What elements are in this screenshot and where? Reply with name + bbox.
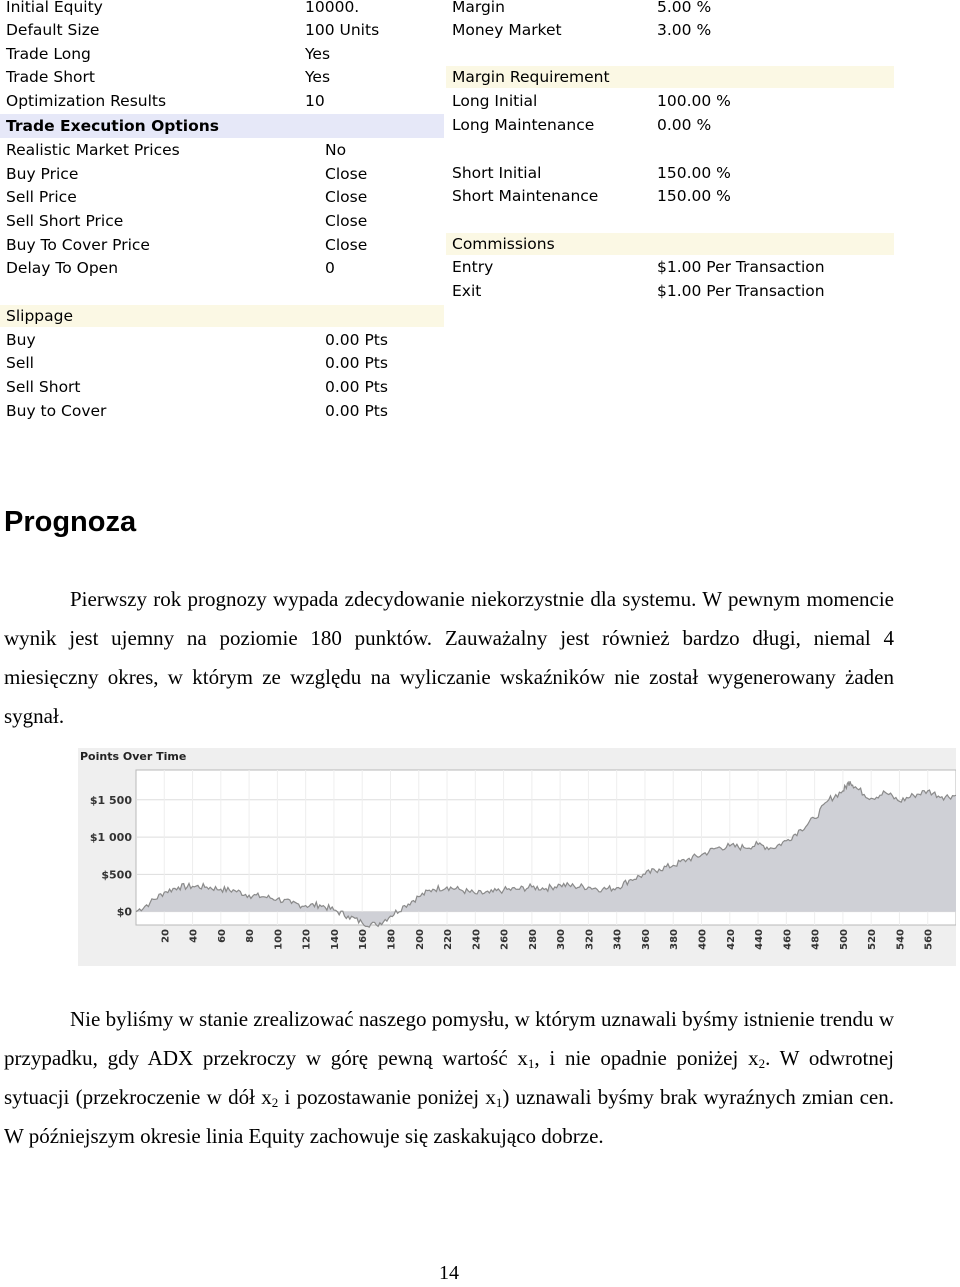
slippage-buy-to-cover-value: 0.00 Pts [325,402,388,420]
paragraph-forecast [4,580,894,736]
commission-exit-value: $1.00 Per Transaction [657,282,825,300]
buy-price-label: Buy Price [6,165,79,183]
commission-entry-value: $1.00 Per Transaction [657,258,825,276]
optimization-results-value: 10 [305,92,325,110]
x-tick-label: 160 [358,929,370,950]
para2-sub-2: 2 [758,1056,766,1071]
money-market-value: 3.00 % [657,21,712,39]
initial-equity-value: 10000. [305,0,360,16]
slippage-sell-value: 0.00 Pts [325,354,388,372]
x-tick-label: 480 [810,929,822,950]
x-tick-label: 300 [556,929,568,950]
slippage-title: Slippage [6,307,74,325]
x-tick-label: 260 [499,929,511,950]
slippage-buy-value: 0.00 Pts [325,331,388,349]
y-tick-label: $0 [116,905,132,919]
para2-sub-1: 1 [527,1056,535,1071]
x-tick-label: 520 [867,929,879,950]
para2-part-2: , i nie opadnie poniżej x [534,1046,759,1070]
slippage-sell-label: Sell [6,354,34,372]
chart-title: Points Over Time [80,750,187,763]
short-initial-value: 150.00 % [657,164,731,182]
paragraph-conclusion-text [4,1000,894,1156]
x-tick-label: 560 [923,929,935,950]
long-initial-label: Long Initial [452,92,538,110]
x-tick-label: 140 [329,929,341,950]
y-tick-label: $500 [101,868,132,882]
realistic-market-prices-value: No [325,141,347,159]
x-tick-label: 360 [640,929,652,950]
sell-short-price-value: Close [325,212,368,230]
points-over-time-chart [78,748,956,966]
default-size-label: Default Size [6,21,100,39]
initial-equity-label: Initial Equity [6,0,103,16]
x-tick-label: 120 [301,929,313,950]
sell-short-price-label: Sell Short Price [6,212,124,230]
x-tick-label: 180 [386,929,398,950]
default-size-value: 100 Units [305,21,380,39]
optimization-results-label: Optimization Results [6,92,167,110]
x-tick-label: 280 [527,929,539,950]
realistic-market-prices-label: Realistic Market Prices [6,141,180,159]
x-tick-label: 420 [725,929,737,950]
x-tick-label: 500 [838,929,850,950]
margin-value: 5.00 % [657,0,712,16]
trade-short-value: Yes [305,68,331,86]
buy-price-value: Close [325,165,368,183]
para2-part-5: ) uznawali byśmy brak wyraźnych zmian cen. W późniejszym okresie linia Equity zachowuje się zaskakująco dobrze. [4,1085,895,1148]
x-tick-label: 200 [414,929,426,950]
para2-part-3: . W odwrotnej sytuacji (przekroczenie w dół x [4,1046,894,1109]
commission-exit-label: Exit [452,282,482,300]
short-maintenance-value: 150.00 % [657,187,731,205]
x-tick-label: 40 [188,929,200,943]
para2-sub-3: 2 [271,1095,279,1110]
x-tick-label: 220 [443,929,455,950]
para2-sub-4: 1 [495,1095,503,1110]
x-tick-label: 20 [160,929,172,943]
section-heading: Prognoza [4,506,137,538]
para2-part-1: Nie byliśmy w stanie zrealizować naszego pomysłu, w którym uznawali byśmy istnienie trendu w przypadku, gdy ADX przekroczy w górę pewną wartość x [4,1007,894,1070]
para2-part-4: i pozostawanie poniżej x [278,1085,496,1109]
x-tick-label: 340 [612,929,624,950]
slippage-sell-short-label: Sell Short [6,378,81,396]
y-tick-label: $1 000 [89,831,132,845]
long-maintenance-label: Long Maintenance [452,116,595,134]
paragraph-conclusion [4,1000,894,1156]
commission-entry-label: Entry [452,258,494,276]
delay-to-open-value: 0 [325,259,335,277]
buy-to-cover-price-value: Close [325,236,368,254]
buy-to-cover-price-label: Buy To Cover Price [6,236,150,254]
slippage-buy-to-cover-label: Buy to Cover [6,402,107,420]
x-tick-label: 240 [471,929,483,950]
short-initial-label: Short Initial [452,164,542,182]
x-tick-label: 320 [584,929,596,950]
page-number: 14 [439,1262,459,1284]
paragraph-forecast-text: Pierwszy rok prognozy wypada zdecydowanie niekorzystnie dla systemu. W pewnym momencie wynik jest ujemny na poziomie 180 punktów. Zauważalny jest również bardzo długi, niemal 4 miesięczny okres, w którym ze względu na wyliczanie wskaźników nie został wygenerowany żaden sygnał. [4,587,894,728]
x-tick-label: 100 [273,929,285,950]
sell-price-label: Sell Price [6,188,77,206]
trade-long-value: Yes [305,45,331,63]
x-tick-label: 440 [754,929,766,950]
x-tick-label: 460 [782,929,794,950]
sell-price-value: Close [325,188,368,206]
money-market-label: Money Market [452,21,562,39]
x-tick-label: 400 [697,929,709,950]
trade-execution-title: Trade Execution Options [6,117,220,135]
long-maintenance-value: 0.00 % [657,116,712,134]
x-tick-label: 540 [895,929,907,950]
short-maintenance-label: Short Maintenance [452,187,599,205]
commissions-title: Commissions [452,235,555,253]
trade-long-label: Trade Long [6,45,91,63]
trade-short-label: Trade Short [6,68,95,86]
long-initial-value: 100.00 % [657,92,731,110]
delay-to-open-label: Delay To Open [6,259,119,277]
y-tick-label: $1 500 [89,793,132,807]
margin-label: Margin [452,0,505,16]
x-tick-label: 60 [216,929,228,943]
margin-requirement-title: Margin Requirement [452,68,610,86]
slippage-sell-short-value: 0.00 Pts [325,378,388,396]
x-tick-label: 380 [669,929,681,950]
x-tick-label: 80 [245,929,257,943]
slippage-buy-label: Buy [6,331,36,349]
